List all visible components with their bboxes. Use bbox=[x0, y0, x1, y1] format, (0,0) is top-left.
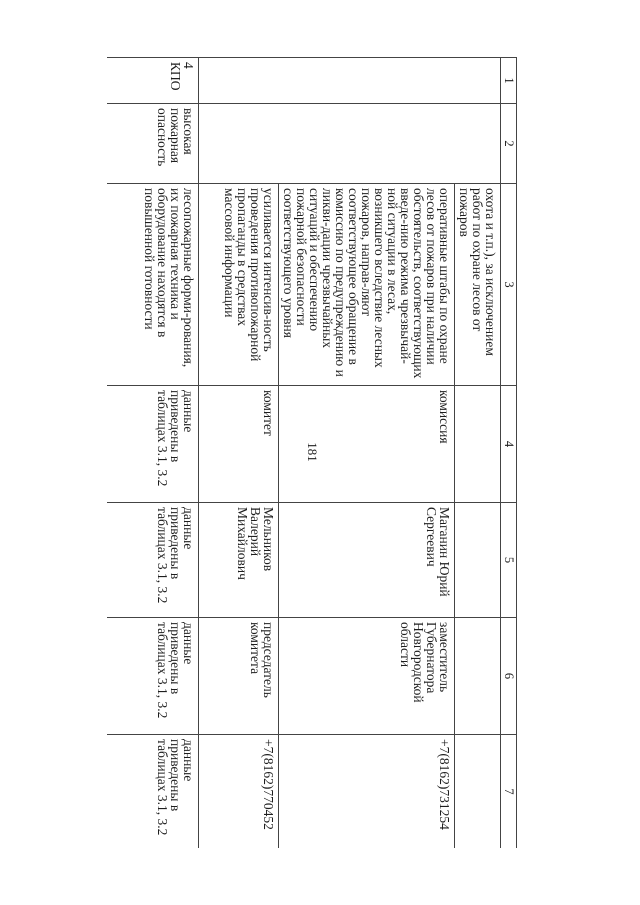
table-cell: заместитель Губернатора Новгородской области bbox=[279, 618, 455, 735]
table-cell: лесопожарные форми-рования, их пожарная техника и оборудование находятся в повышенной готовности bbox=[107, 184, 199, 386]
column-header: 3 bbox=[501, 184, 517, 386]
column-header: 5 bbox=[501, 503, 517, 618]
table-row bbox=[107, 58, 199, 849]
table-cell bbox=[455, 386, 501, 503]
table-cell: +7(8162)770452 bbox=[199, 735, 279, 849]
column-header: 6 bbox=[501, 618, 517, 735]
column-header: 1 bbox=[501, 58, 517, 104]
table-cell: данные приведены в таблицах 3.1, 3.2 bbox=[107, 386, 199, 503]
table-cell bbox=[199, 58, 501, 104]
table-cell: +7(8162)731254 bbox=[279, 735, 455, 849]
table-cell: Мельников Валерий Михайлович bbox=[199, 503, 279, 618]
fire-danger-table bbox=[107, 57, 517, 848]
table-cell: комитет bbox=[199, 386, 279, 503]
table-cell: охота и т.п.), за исключением работ по охране лесов от пожаров bbox=[455, 184, 501, 386]
table-cell: 4 КПО bbox=[107, 58, 199, 104]
table-cell: председатель комитета bbox=[199, 618, 279, 735]
table-cell bbox=[199, 104, 501, 184]
page-number: 181 bbox=[305, 442, 320, 462]
table-cell bbox=[455, 618, 501, 735]
column-header: 4 bbox=[501, 386, 517, 503]
table-cell: данные приведены в таблицах 3.1, 3.2 bbox=[107, 735, 199, 849]
table-header-row bbox=[501, 58, 517, 849]
table-frame bbox=[107, 57, 517, 848]
column-header: 7 bbox=[501, 735, 517, 849]
table-cell: Маганин Юрий Сергеевич bbox=[279, 503, 455, 618]
table-cell: оперативные штабы по охране лесов от пожаров при наличии обстоятельств, соответствующих введе-нию режима чрезвычай-ной ситуации в лесах, возникшего вследствие лесных пожаров, направ-ляют соответствующее обращение в комиссию по предупреждению и ликви-дации чрезвычайных ситуаций и обеспечению пожарной безопасности соответствующего уровня bbox=[279, 184, 455, 386]
table-cell: высокая пожарная опасность bbox=[107, 104, 199, 184]
table-cell: данные приведены в таблицах 3.1, 3.2 bbox=[107, 618, 199, 735]
table-cell: данные приведены в таблицах 3.1, 3.2 bbox=[107, 503, 199, 618]
table-cell bbox=[455, 503, 501, 618]
table-cell bbox=[455, 735, 501, 849]
column-header: 2 bbox=[501, 104, 517, 184]
table-cell: комиссия bbox=[279, 386, 455, 503]
table-row bbox=[455, 58, 501, 849]
table-cell: усиливается интенсив-ность проведения противопожарной пропаганды в средствах массовой информации bbox=[199, 184, 279, 386]
